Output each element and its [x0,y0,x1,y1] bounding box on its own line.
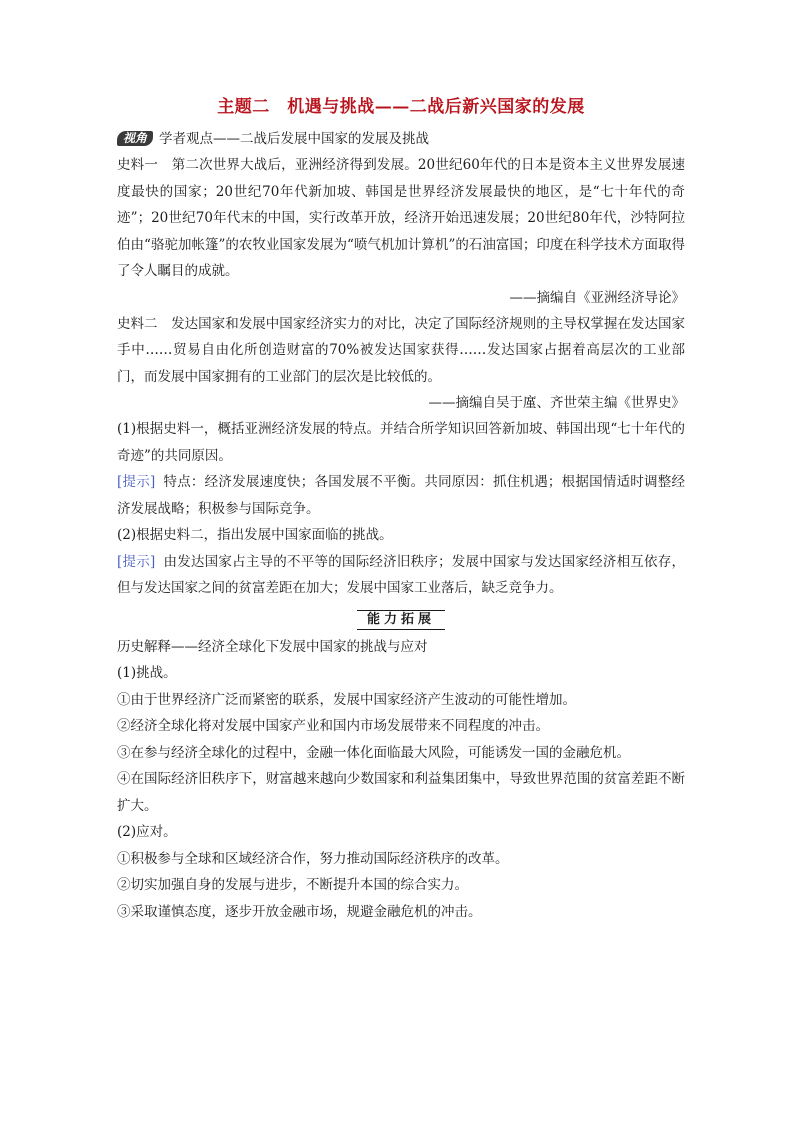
page-title: 主题二 机遇与挑战——二战后新兴国家的发展 [217,97,585,117]
challenge-item: ①由于世界经济广泛而紧密的联系，发展中国家经济产生波动的可能性增加。 [117,691,576,708]
response-item: ③采取谨慎态度，逐步开放金融市场，规避金融危机的冲击。 [117,903,482,920]
question-1: (1)根据史料一，概括亚洲经济发展的特点。并结合所学知识回答新加坡、韩国出现“七十年代的奇迹”的共同原因。 [117,421,685,464]
response-item: ②切实加强自身的发展与进步，不断提升本国的综合实力。 [117,877,468,893]
section-banner-label: 能力拓展 [357,610,445,630]
question-2: (2)根据史料二，指出发展中国家面临的挑战。 [117,527,393,543]
viewpoint-badge: 视角 [117,131,153,146]
viewpoint-heading: 学者观点——二战后发展中国家的发展及挑战 [159,131,430,147]
challenge-item: ③在参与经济全球化的过程中，金融一体化面临最大风险，可能诱发一国的金融危机。 [117,744,630,761]
document-page [117,96,685,925]
answer-2 [117,549,685,602]
hint-label: [提示] [117,474,156,490]
hint-label: [提示] [117,553,156,570]
source-1-text: 史料一 第二次世界大战后，亚洲经济得到发展。20世纪60年代的日本是资本主义世界发展速度最快的国家；20世纪70年代新加坡、韩国是世界经济发展最快的地区，是“七十年代的奇迹”；20世纪70年代末的中国，实行改革开放，经济开始迅速发展；20世纪80年代，沙特阿拉伯由“骆驼加帐篷”的农牧业国家发展为“喷气机加计算机”的石油富国；印度在科学技术方面取得了令人瞩目的成就。 [117,157,685,279]
response-item: ①积极参与全球和区域经济合作，努力推动国际经济秩序的改革。 [117,850,509,867]
explanation-heading: 历史解释——经济全球化下发展中国家的挑战与应对 [117,638,428,655]
challenge-item: ④在国际经济旧秩序下，财富越来越向少数国家和利益集团集中，导致世界范围的贫富差距不断扩大。 [117,771,685,814]
viewpoint-header [117,126,685,152]
hint-text: 由发达国家占主导的不平等的国际经济旧秩序；发展中国家与发达国家经济相互依存，但与发达国家之间的贫富差距在加大；发展中国家工业落后，缺乏竞争力。 [117,553,685,596]
challenge-item: ②经济全球化将对发展中国家产业和国内市场发展带来不同程度的冲击。 [117,718,549,734]
source-2-citation: ——摘编自吴于廑、齐世荣主编《世界史》 [428,395,685,411]
source-1-citation: ——摘编自《亚洲经济导论》 [509,289,685,306]
answer-1 [117,469,685,522]
section-banner [117,608,685,630]
source-2-text: 史料二 发达国家和发展中国家经济实力的对比，决定了国际经济规则的主导权掌握在发达国家手中……贸易自由化所创造财富的70%被发达国家获得……发达国家占据着高层次的工业部门，而发展中国家拥有的工业部门的层次是比较低的。 [117,315,685,385]
response-label: (2)应对。 [117,824,177,840]
challenge-label: (1)挑战。 [117,665,177,681]
hint-text: 特点：经济发展速度快；各国发展不平衡。共同原因：抓住机遇；根据国情适时调整经济发展战略；积极参与国际竞争。 [117,474,685,517]
